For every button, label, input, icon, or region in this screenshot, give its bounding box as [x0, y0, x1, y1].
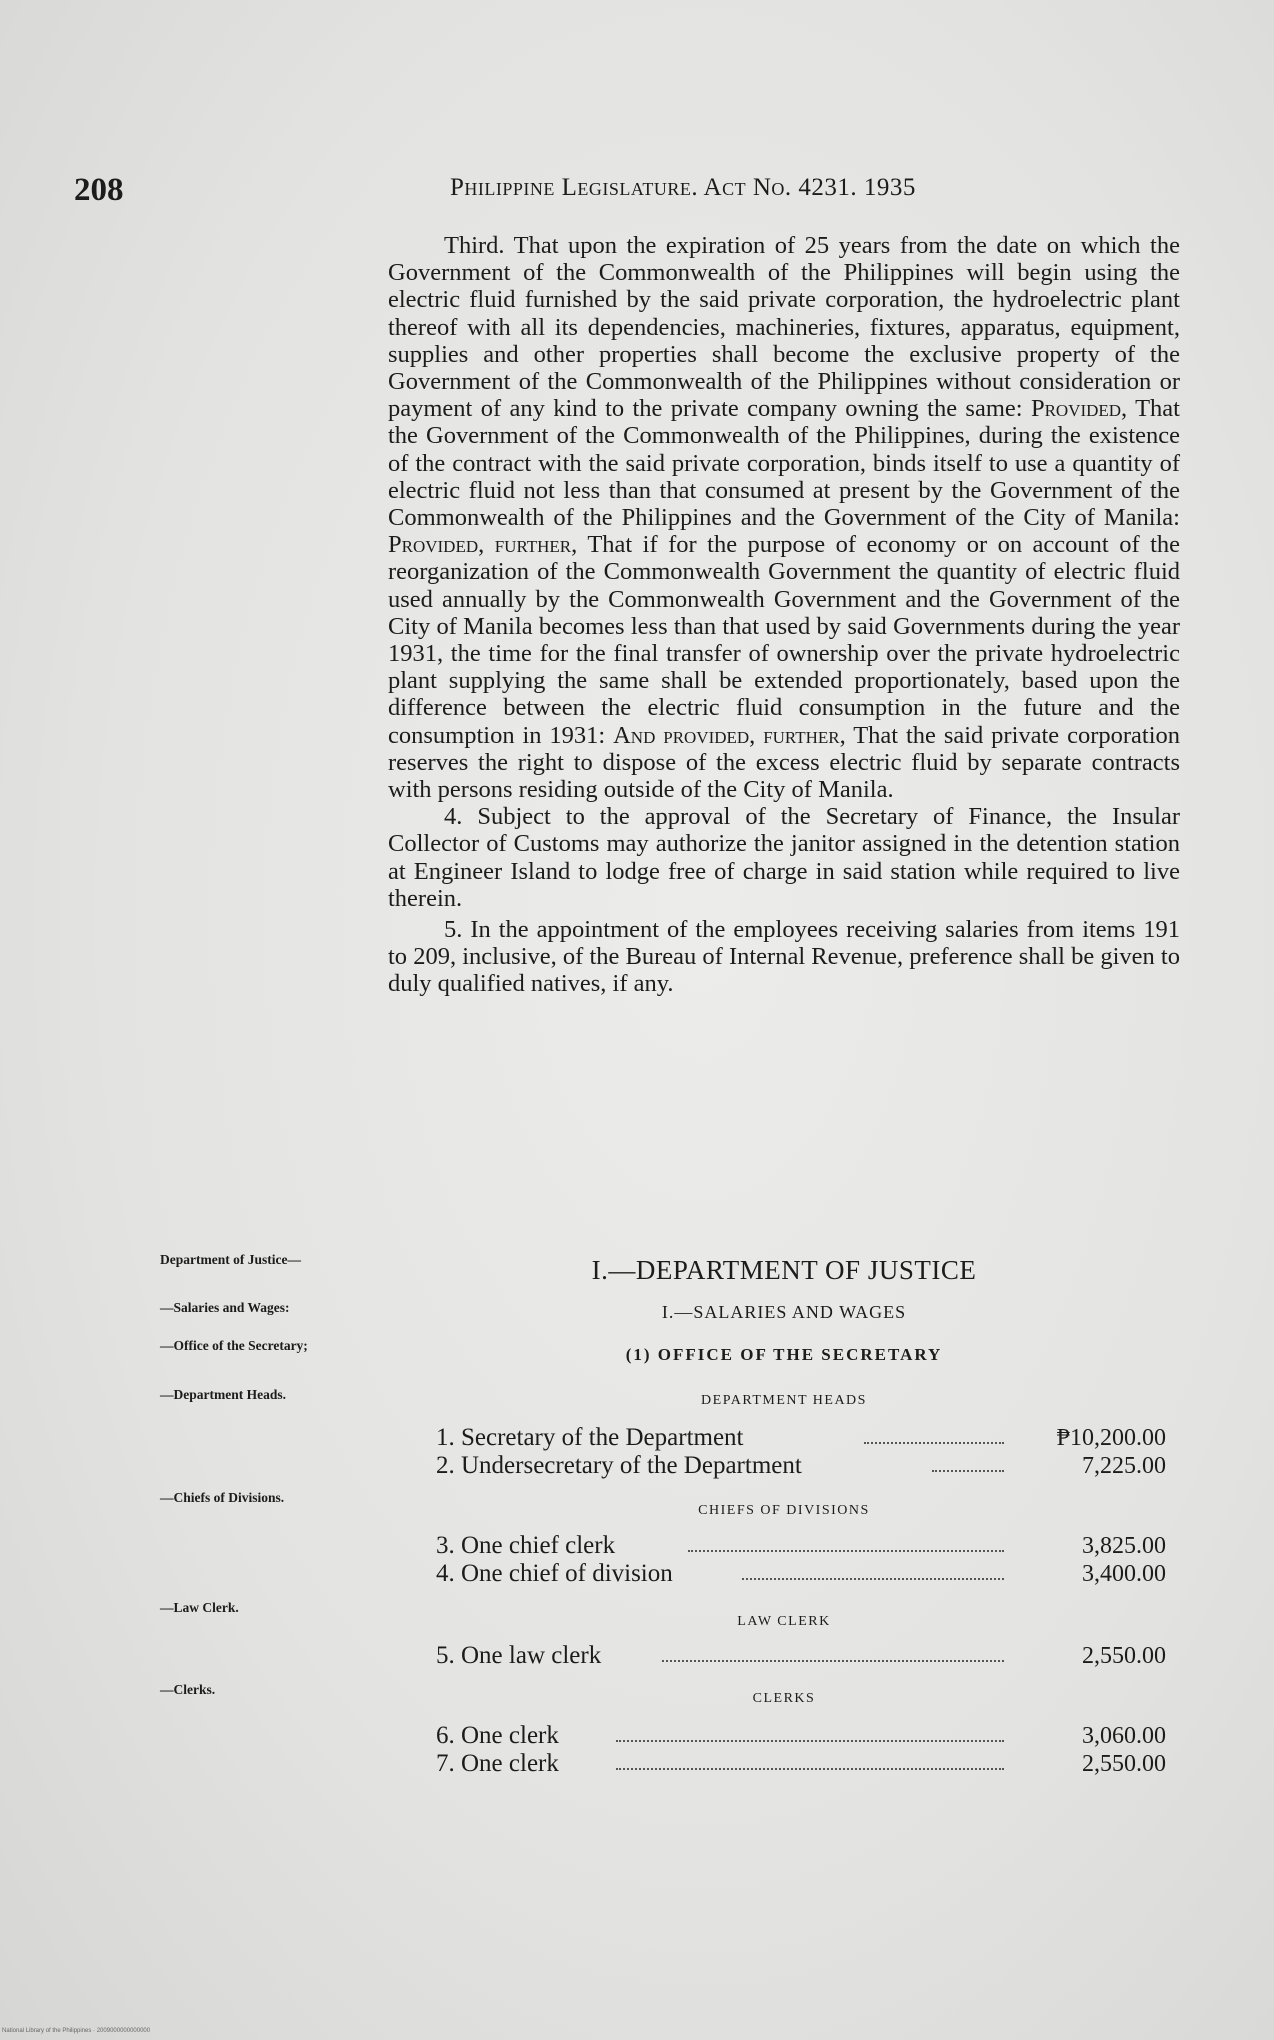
line-item [436, 1452, 1166, 1480]
provided-1: Provided, [1030, 395, 1128, 423]
line-item [436, 1532, 1166, 1560]
library-stamp: National Library of the Philippines · 2009000000000000 [2, 2028, 151, 2034]
provided-3: And provided, further, [613, 721, 846, 749]
para-third-a: Third. That upon the expiration of 25 years from the date on which the Government of the Commonwealth of the Philippines will begin using the electric fluid furnished by the said private corporation, the hydroelectric plant thereof with all its dependencies, machineries, fixtures, apparatus, equipment, supplies and other properties shall become the exclusive property of the Government of the Commonwealth of the Philippines without consideration or payment of any kind to the private company owning the same: [388, 232, 1180, 423]
heading-law-clerk: LAW CLERK [737, 1614, 831, 1629]
dot-leader [932, 1470, 1004, 1472]
line-item [436, 1424, 1166, 1452]
margin-note-salaries: —Salaries and Wages: [160, 1300, 290, 1315]
line-item [436, 1642, 1166, 1670]
line-item [436, 1560, 1166, 1588]
item-amount: ₱10,200.00 [1056, 1425, 1166, 1451]
heading-clerks: CLERKS [752, 1691, 816, 1706]
margin-note-law: —Law Clerk. [160, 1600, 239, 1615]
para-third-c: That if for the purpose of economy or on account of the reorganization of the Commonwealth Government the quantity of electric fluid used annually by the Commonwealth Government and the Government of the City of Manila becomes less than that used by said Governments during the year 1931, the time for the final transfer of ownership over the private hydroelectric plant supplying the same shall be extended proportionately, based upon the difference between the electric fluid consumption in the future and the consumption in 1931: [388, 531, 1180, 749]
page-number: 208 [74, 172, 124, 208]
dot-leader [616, 1768, 1004, 1770]
item-amount: 3,825.00 [1082, 1533, 1166, 1559]
margin-note-clerks: —Clerks. [160, 1682, 216, 1697]
paragraph-5: 5. In the appointment of the employees receiving salaries from items 191 to 209, inclusive, of the Bureau of Internal Revenue, preference shall be given to duly qualified natives, if any. [388, 916, 1180, 998]
dot-leader [662, 1660, 1004, 1662]
para-third-b: That the Government of the Commonwealth of the Philippines, during the existence of the contract with the said private corporation, binds itself to use a quantity of electric fluid not less than that consumed at present by the Government of the Commonwealth of the Philippines and the Government of the City of Manila: [388, 395, 1180, 532]
provided-2: Provided, further, [388, 531, 578, 559]
line-item [436, 1722, 1166, 1750]
item-amount: 2,550.00 [1082, 1751, 1166, 1777]
heading-chiefs: CHIEFS OF DIVISIONS [698, 1503, 870, 1518]
item-amount: 3,400.00 [1082, 1561, 1166, 1587]
body-text [388, 232, 1180, 998]
margin-note-office: —Office of the Secretary; [160, 1338, 308, 1353]
item-label: 2. Undersecretary of the Department [436, 1452, 802, 1479]
item-amount: 2,550.00 [1082, 1643, 1166, 1669]
item-label: 4. One chief of division [436, 1560, 673, 1587]
line-item [436, 1750, 1166, 1778]
item-label: 5. One law clerk [436, 1642, 602, 1669]
margin-note-dept: Department of Justice— [160, 1252, 301, 1267]
para-third-d: That the said private corporation reserves the right to dispose of the excess electric fluid by separate contracts with persons residing outside of the City of Manila. [388, 721, 1181, 804]
dot-leader [864, 1442, 1004, 1444]
heading-dept-heads: DEPARTMENT HEADS [701, 1393, 867, 1408]
running-head: Philippine Legislature. Act No. 4231. 1935 [450, 174, 916, 201]
item-amount: 7,225.00 [1082, 1453, 1166, 1479]
dot-leader [742, 1578, 1004, 1580]
margin-note-chiefs: —Chiefs of Divisions. [160, 1490, 285, 1505]
item-label: 1. Secretary of the Department [436, 1424, 744, 1451]
paragraph-third [388, 232, 1180, 803]
item-label: 6. One clerk [436, 1722, 559, 1749]
dot-leader [688, 1550, 1004, 1552]
heading-department: I.—DEPARTMENT OF JUSTICE [591, 1255, 977, 1285]
item-label: 3. One chief clerk [436, 1532, 616, 1559]
item-amount: 3,060.00 [1082, 1723, 1166, 1749]
dot-leader [616, 1740, 1004, 1742]
heading-office: (1) OFFICE OF THE SECRETARY [625, 1345, 943, 1364]
paragraph-4: 4. Subject to the approval of the Secretary of Finance, the Insular Collector of Customs may authorize the janitor assigned in the detention station at Engineer Island to lodge free of charge in said station while required to live therein. [388, 803, 1180, 912]
item-label: 7. One clerk [436, 1750, 559, 1777]
margin-note-heads: —Department Heads. [160, 1387, 286, 1402]
heading-salaries: I.—SALARIES AND WAGES [661, 1302, 907, 1322]
